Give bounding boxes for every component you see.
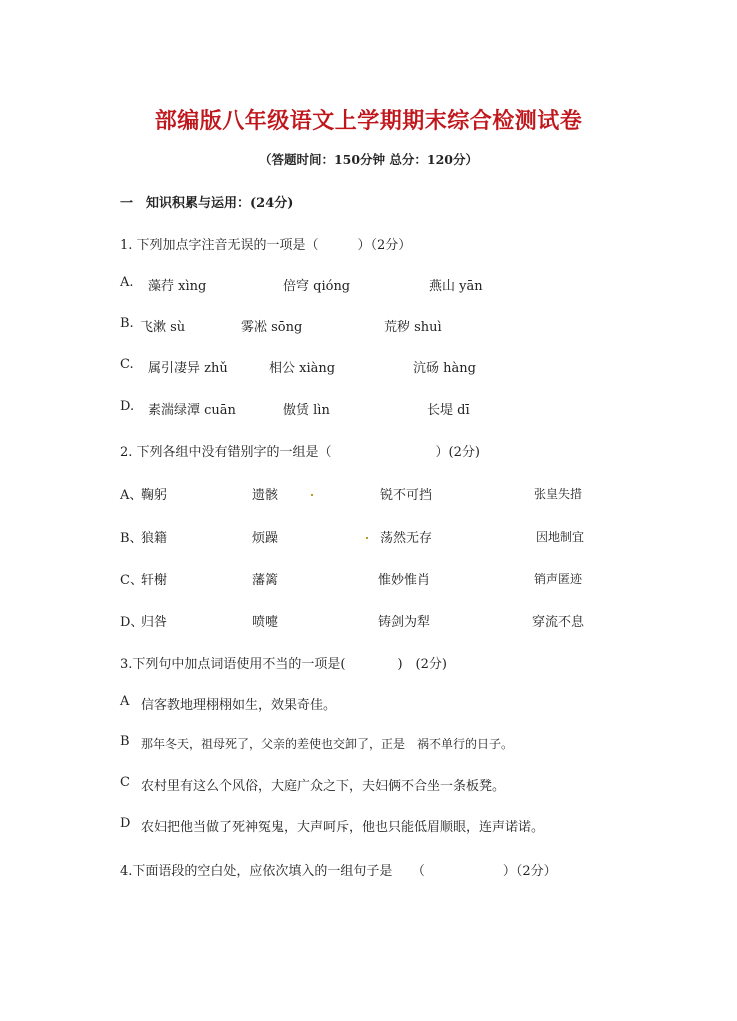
q1-option-a-item-3: 燕山 yān xyxy=(429,279,483,294)
q2-option-d-letter: D、 xyxy=(120,615,144,630)
exam-info: （答题时间：150分钟 总分：120分） xyxy=(258,152,479,167)
q3-option-b-letter: B xyxy=(120,734,130,749)
section-heading: 一 知识积累与运用：(24分) xyxy=(120,196,294,211)
question-1-stem: 1. 下列加点字注音无误的一项是（ ）（2分） xyxy=(120,238,412,253)
q2-option-b-item-3: 荡然无存 xyxy=(380,531,433,546)
question-4-stem: 4.下面语段的空白处，应依次填入的一组句子是 （ ）（2分） xyxy=(120,864,557,879)
q1-option-d-item-2: 傲赁 lìn xyxy=(283,403,330,418)
q2-option-b-letter: B、 xyxy=(120,531,143,546)
q1-option-b-item-3: 荒秽 shuì xyxy=(384,320,442,335)
q2-option-c-item-1: 轩榭 xyxy=(141,573,168,588)
q2-option-d-item-2: 喷嚏 xyxy=(252,615,279,630)
q2-option-b-item-4: 因地制宜 xyxy=(536,530,585,544)
ink-speck xyxy=(366,537,368,539)
q3-option-c-text: 农村里有这么个风俗，大庭广众之下，夫妇俩不合坐一条板凳。 xyxy=(141,779,506,794)
q3-option-a-letter: A xyxy=(120,694,130,709)
q2-option-a-item-1: 鞠躬 xyxy=(141,488,168,503)
q2-option-d-item-3: 铸剑为犁 xyxy=(378,615,431,630)
q2-option-c-item-4: 销声匿迹 xyxy=(534,572,583,586)
q1-option-c-item-2: 相公 xiàng xyxy=(269,361,336,376)
q2-option-a-item-2: 遗骸 xyxy=(252,488,279,503)
question-2-stem: 2. 下列各组中没有错别字的一组是（ ）(2分) xyxy=(120,445,480,460)
q3-option-b-text: 那年冬天，祖母死了，父亲的差使也交卸了，正是 祸不单行的日子。 xyxy=(141,737,514,751)
q3-option-d-letter: D xyxy=(120,816,131,831)
q1-option-b-item-2: 雾凇 sōng xyxy=(241,320,303,335)
q1-option-c-item-3: 沆砀 hàng xyxy=(413,361,476,376)
q1-option-a-letter: A. xyxy=(120,275,134,290)
q2-option-b-item-2: 烦躁 xyxy=(252,531,279,546)
question-3-stem: 3.下列句中加点词语使用不当的一项是( ) (2分) xyxy=(120,657,447,672)
q1-option-c-letter: C. xyxy=(120,357,134,372)
q1-option-a-item-2: 倍穹 qióng xyxy=(283,279,351,294)
q1-option-b-item-1: 飞漱 sù xyxy=(140,320,186,335)
q2-option-c-letter: C、 xyxy=(120,573,143,588)
ink-speck xyxy=(311,494,313,496)
q2-option-a-letter: A、 xyxy=(120,488,143,503)
q2-option-d-item-4: 穿流不息 xyxy=(532,615,585,630)
q2-option-c-item-2: 藩篱 xyxy=(252,573,279,588)
q2-option-a-item-4: 张皇失措 xyxy=(534,487,583,501)
q1-option-b-letter: B. xyxy=(120,316,134,331)
q1-option-d-item-1: 素湍绿潭 cuān xyxy=(148,403,236,418)
q2-option-c-item-3: 惟妙惟肖 xyxy=(378,573,431,588)
q3-option-c-letter: C xyxy=(120,775,130,790)
q3-option-a-text: 信客教地理栩栩如生，效果奇佳。 xyxy=(141,698,337,713)
page-title: 部编版八年级语文上学期期末综合检测试卷 xyxy=(154,108,583,134)
q2-option-d-item-1: 归咎 xyxy=(141,615,168,630)
q2-option-b-item-1: 狼籍 xyxy=(141,531,168,546)
q1-option-d-letter: D. xyxy=(120,399,135,414)
q2-option-a-item-3: 锐不可挡 xyxy=(380,488,433,503)
q3-option-d-text: 农妇把他当做了死神冤鬼，大声呵斥，他也只能低眉顺眼，连声诺诺。 xyxy=(141,820,545,835)
q1-option-a-item-1: 藻荇 xìng xyxy=(148,279,207,294)
q1-option-c-item-1: 属引凄异 zhǔ xyxy=(148,361,228,376)
q1-option-d-item-3: 长堤 dī xyxy=(427,403,470,418)
